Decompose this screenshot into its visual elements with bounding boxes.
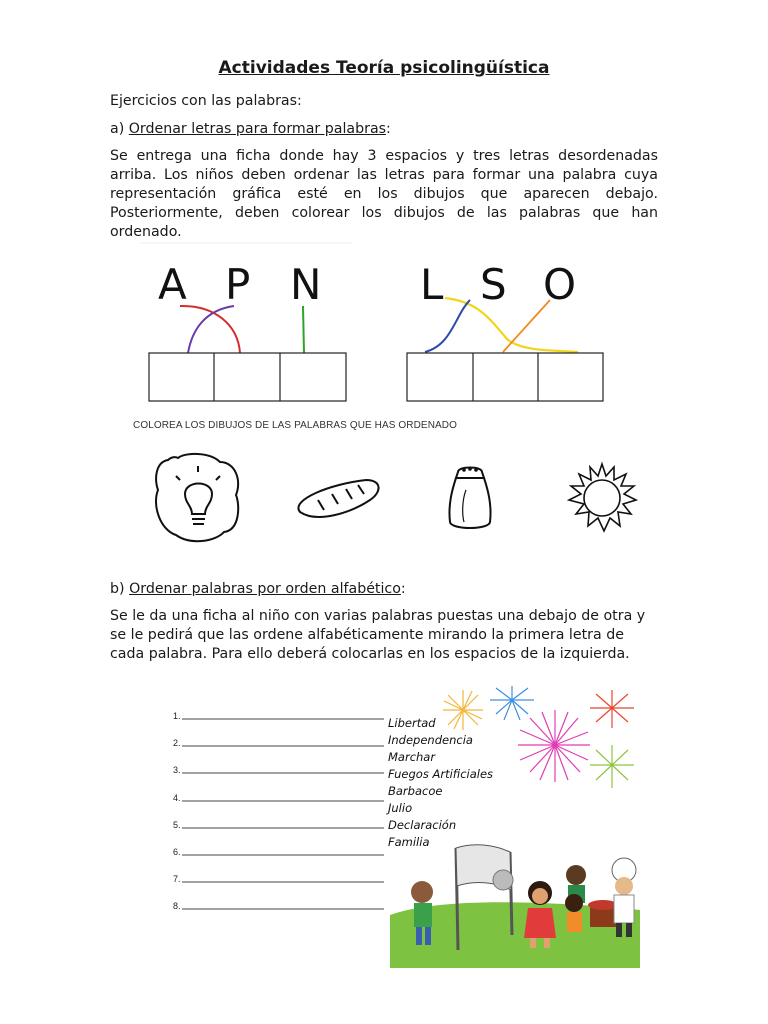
section-a-prefix: a) bbox=[110, 121, 129, 137]
letter-group1-1: A bbox=[158, 260, 187, 309]
sun-icon bbox=[569, 464, 636, 531]
section-a-title: Ordenar letras para formar palabras bbox=[128, 121, 387, 137]
connector-blue bbox=[425, 300, 470, 352]
section-a-body: Se entrega una ficha donde hay 3 espacios y tres letras desordenadas arriba. Los niños deben ordenar las letras para formar una palabra cuya representación gráfica esté en los dibujos que aparecen debajo. Posteriormente, deben colorear los dibujos de las palabras que han ordenado. bbox=[110, 148, 658, 240]
section-b-heading bbox=[110, 580, 658, 599]
letter-group2-2: S bbox=[480, 260, 507, 309]
word-item-3: Marchar bbox=[388, 750, 436, 764]
section-b-body: Se le da una ficha al niño con varias palabras puestas una debajo de otra y se le pedirá que las ordene alfabéticamente mirando la primera letra de cada palabra. Para ello deberá colocarlas en los espacios de la izquierda. bbox=[110, 608, 646, 662]
word-item-8: Familia bbox=[388, 835, 430, 849]
section-a-suffix: : bbox=[386, 121, 391, 137]
intro-text: Ejercicios con las palabras: bbox=[110, 93, 302, 109]
connector-green bbox=[303, 306, 304, 353]
line-number-6: 6. bbox=[173, 847, 181, 857]
answer-boxes-2 bbox=[407, 353, 603, 401]
word-item-2: Independencia bbox=[388, 733, 473, 747]
line-number-8: 8. bbox=[173, 901, 181, 911]
section-b-title: Ordenar palabras por orden alfabético bbox=[129, 581, 401, 597]
word-item-6: Julio bbox=[388, 801, 413, 815]
line-number-4: 4. bbox=[173, 793, 181, 803]
salt-shaker-icon bbox=[449, 468, 490, 529]
coloring-caption: COLOREA LOS DIBUJOS DE LAS PALABRAS QUE HAS ORDENADO bbox=[133, 420, 457, 431]
word-item-5: Barbacoe bbox=[388, 784, 443, 798]
bread-icon bbox=[298, 480, 378, 517]
line-number-3: 3. bbox=[173, 765, 181, 775]
word-item-7: Declaración bbox=[388, 818, 457, 832]
connector-orange bbox=[503, 300, 550, 352]
answer-boxes-1 bbox=[149, 353, 346, 401]
page-title: Actividades Teoría psicolingüística bbox=[218, 58, 550, 78]
section-b-suffix: : bbox=[400, 581, 406, 597]
line-number-1: 1. bbox=[173, 711, 181, 721]
line-number-5: 5. bbox=[173, 820, 181, 830]
letter-group1-2: P bbox=[225, 260, 251, 309]
lightbulb-icon bbox=[156, 454, 238, 541]
section-b-prefix: b) bbox=[110, 581, 130, 597]
word-item-1: Libertad bbox=[388, 716, 436, 730]
word-item-4: Fuegos Artificiales bbox=[388, 767, 494, 781]
letter-group1-3: N bbox=[290, 260, 322, 309]
line-number-7: 7. bbox=[173, 874, 181, 884]
line-number-2: 2. bbox=[173, 738, 181, 748]
children-party-icon bbox=[390, 845, 640, 968]
connector-purple bbox=[188, 306, 234, 353]
letter-group2-3: O bbox=[543, 260, 577, 309]
answer-lines bbox=[182, 719, 384, 909]
letter-group2-1: L bbox=[420, 260, 444, 309]
